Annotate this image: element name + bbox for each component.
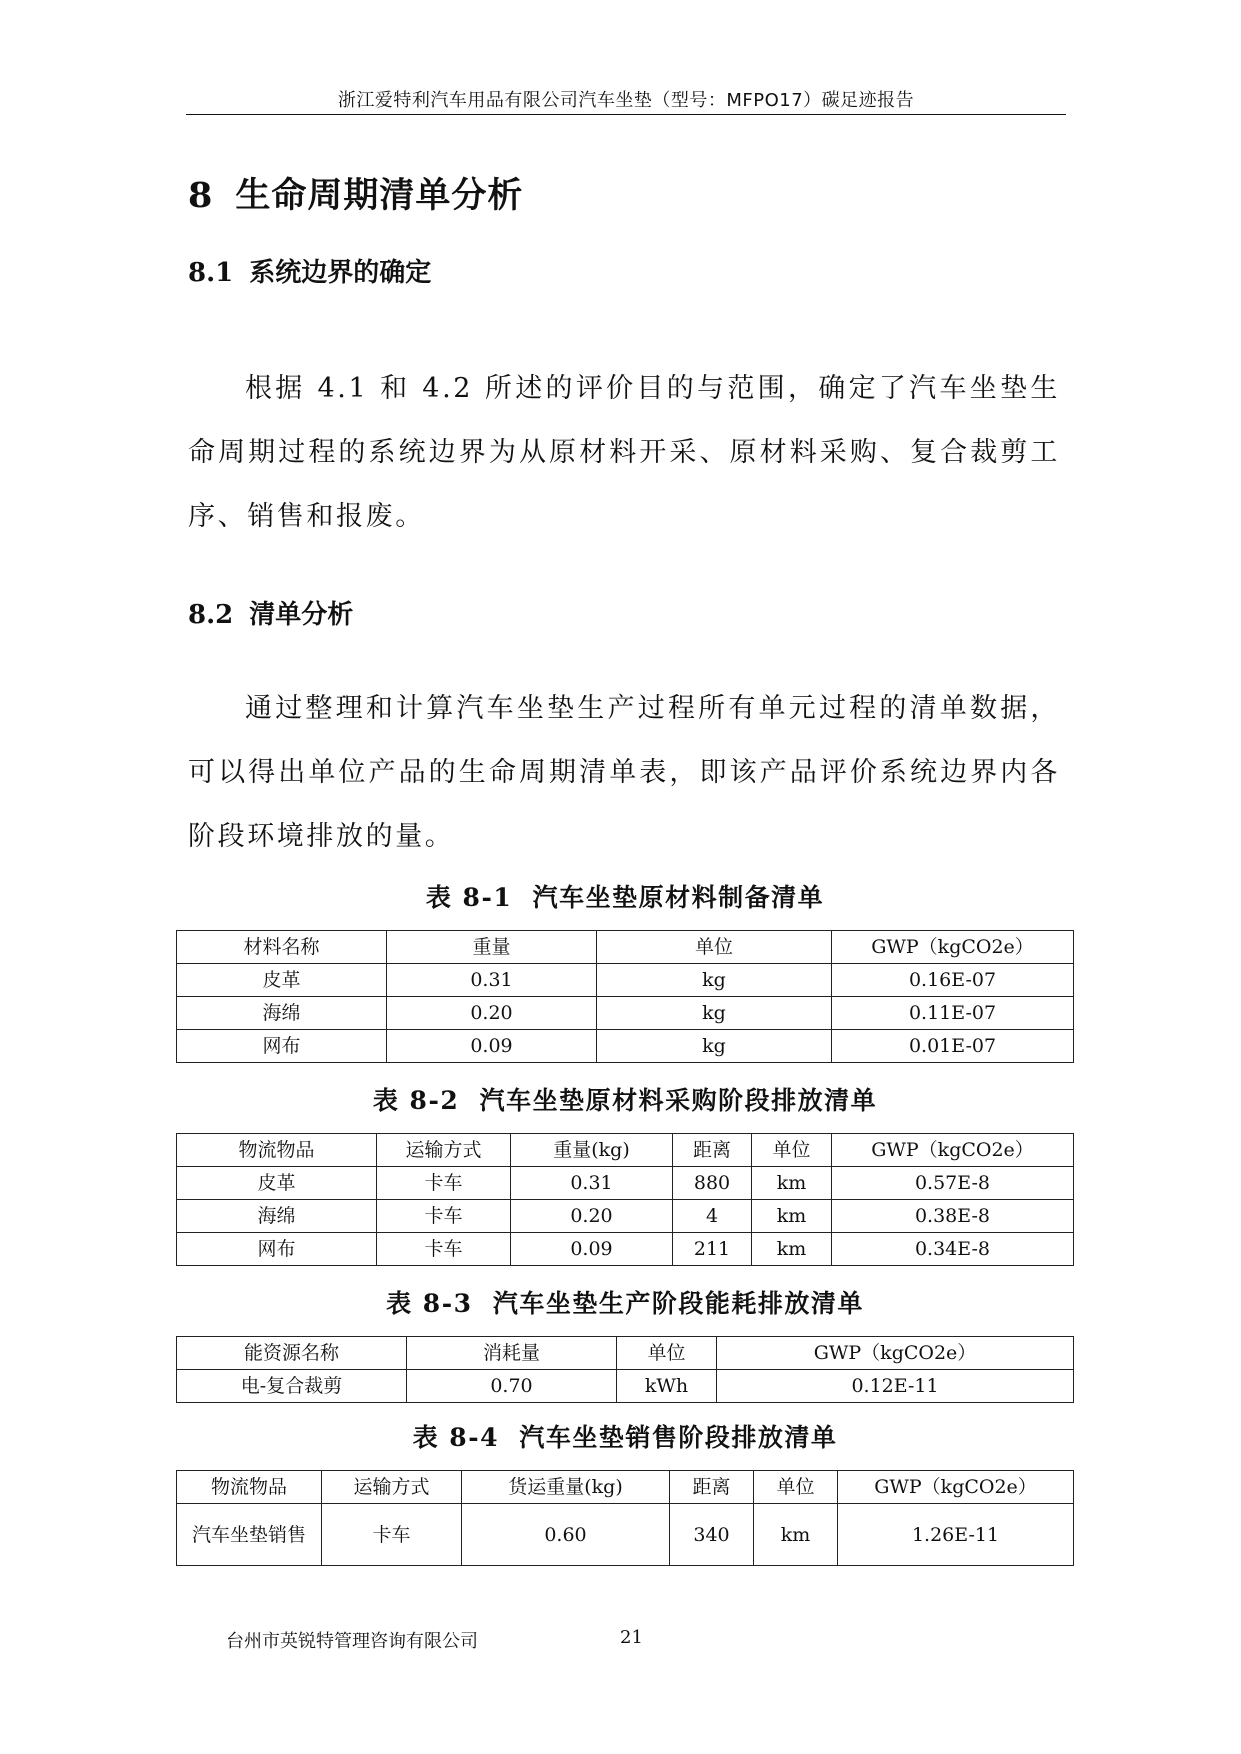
header-cell: 距离: [670, 1471, 754, 1504]
table-cell: 0.57E-8: [832, 1167, 1074, 1200]
header-cell: 单位: [617, 1337, 717, 1370]
table-8-2: [176, 1133, 1074, 1266]
subsection-8-2-title: 清单分析: [249, 600, 354, 630]
table-header-row: [177, 1134, 1074, 1167]
table-cell: 4: [673, 1200, 752, 1233]
header-cell: 运输方式: [322, 1471, 462, 1504]
table-cell: 卡车: [322, 1504, 462, 1566]
table-8-2-caption-text: 汽车坐垫原材料采购阶段排放清单: [479, 1086, 878, 1115]
table-cell: 0.16E-07: [832, 964, 1074, 997]
table-8-4-caption: [176, 1418, 1074, 1454]
table-cell: 0.34E-8: [832, 1233, 1074, 1266]
header-cell: GWP（kgCO2e）: [832, 1134, 1074, 1167]
table-8-1-caption-text: 汽车坐垫原材料制备清单: [532, 883, 825, 912]
table-cell: 0.31: [387, 964, 597, 997]
table-row: [177, 1200, 1074, 1233]
table-cell: km: [752, 1167, 832, 1200]
table-cell: 网布: [177, 1030, 387, 1063]
table-cell: 0.70: [407, 1370, 617, 1403]
subsection-8-1-title: 系统边界的确定: [249, 258, 432, 288]
table-cell: 0.20: [511, 1200, 673, 1233]
table-row: [177, 997, 1074, 1030]
table-cell: 0.11E-07: [832, 997, 1074, 1030]
table-cell: kg: [597, 997, 832, 1030]
header-cell: 物流物品: [177, 1471, 322, 1504]
table-cell: km: [752, 1233, 832, 1266]
table-cell: 0.09: [387, 1030, 597, 1063]
table-cell: 卡车: [377, 1233, 511, 1266]
header-cell: GWP（kgCO2e）: [717, 1337, 1074, 1370]
section-heading: [188, 168, 523, 218]
table-row: [177, 1504, 1074, 1566]
footer-company: 台州市英锐特管理咨询有限公司: [226, 1631, 478, 1652]
section-title: 生命周期清单分析: [235, 175, 524, 216]
table-8-4-caption-number: 表 8-4: [412, 1423, 499, 1452]
table-cell: 0.31: [511, 1167, 673, 1200]
table-cell: 卡车: [377, 1200, 511, 1233]
table-cell: 皮革: [177, 1167, 377, 1200]
table-cell: 0.12E-11: [717, 1370, 1074, 1403]
header-cell: 单位: [597, 931, 832, 964]
table-cell: 皮革: [177, 964, 387, 997]
header-cell: 货运重量(kg): [462, 1471, 670, 1504]
subsection-8-1-number: 8.1: [188, 258, 234, 288]
header-cell: GWP（kgCO2e）: [832, 931, 1074, 964]
table-cell: 340: [670, 1504, 754, 1566]
table-cell: kg: [597, 1030, 832, 1063]
table-8-1: [176, 930, 1074, 1063]
table-8-3-caption: [176, 1284, 1074, 1320]
header-cell: 重量: [387, 931, 597, 964]
table-header-row: [177, 931, 1074, 964]
header-cell: 能资源名称: [177, 1337, 407, 1370]
header-cell: GWP（kgCO2e）: [838, 1471, 1074, 1504]
table-8-3: [176, 1336, 1074, 1403]
table-8-3-caption-number: 表 8-3: [386, 1289, 473, 1318]
table-cell: km: [754, 1504, 838, 1566]
table-8-4: [176, 1470, 1074, 1566]
table-cell: 1.26E-11: [838, 1504, 1074, 1566]
table-header-row: [177, 1471, 1074, 1504]
table-cell: 汽车坐垫销售: [177, 1504, 322, 1566]
subsection-8-2-number: 8.2: [188, 600, 234, 630]
table-header-row: [177, 1337, 1074, 1370]
table-row: [177, 1370, 1074, 1403]
table-cell: 海绵: [177, 1200, 377, 1233]
section-number: 8: [188, 175, 214, 216]
table-cell: 0.09: [511, 1233, 673, 1266]
header-cell: 材料名称: [177, 931, 387, 964]
header-rule: [186, 114, 1066, 115]
table-cell: kg: [597, 964, 832, 997]
table-8-3-caption-text: 汽车坐垫生产阶段能耗排放清单: [492, 1289, 864, 1318]
table-row: [177, 964, 1074, 997]
paragraph-8-1: 根据 4.1 和 4.2 所述的评价目的与范围，确定了汽车坐垫生命周期过程的系统边界为从原材料开采、原材料采购、复合裁剪工序、销售和报废。: [188, 373, 1060, 532]
table-8-1-caption: [176, 878, 1074, 914]
page-number: 21: [620, 1627, 643, 1648]
header-cell: 消耗量: [407, 1337, 617, 1370]
table-cell: 211: [673, 1233, 752, 1266]
subsection-8-2-heading: [188, 594, 353, 631]
table-cell: 海绵: [177, 997, 387, 1030]
table-8-4-caption-text: 汽车坐垫销售阶段排放清单: [519, 1423, 838, 1452]
table-8-1-caption-number: 表 8-1: [425, 883, 513, 912]
table-cell: kWh: [617, 1370, 717, 1403]
table-row: [177, 1030, 1074, 1063]
header-cell: 距离: [673, 1134, 752, 1167]
running-header: 浙江爱特利汽车用品有限公司汽车坐垫（型号：MFPO17）碳足迹报告: [337, 90, 915, 111]
paragraph-8-2: 通过整理和计算汽车坐垫生产过程所有单元过程的清单数据，可以得出单位产品的生命周期清单表，即该产品评价系统边界内各阶段环境排放的量。: [188, 693, 1060, 852]
table-cell: 网布: [177, 1233, 377, 1266]
table-cell: 卡车: [377, 1167, 511, 1200]
table-cell: km: [752, 1200, 832, 1233]
header-cell: 重量(kg): [511, 1134, 673, 1167]
table-row: [177, 1167, 1074, 1200]
table-cell: 0.20: [387, 997, 597, 1030]
header-cell: 单位: [754, 1471, 838, 1504]
header-cell: 运输方式: [377, 1134, 511, 1167]
table-cell: 0.60: [462, 1504, 670, 1566]
table-cell: 0.01E-07: [832, 1030, 1074, 1063]
table-row: [177, 1233, 1074, 1266]
subsection-8-1-heading: [188, 252, 431, 289]
table-8-2-caption-number: 表 8-2: [372, 1086, 460, 1115]
table-8-2-caption: [176, 1081, 1074, 1117]
table-cell: 电-复合裁剪: [177, 1370, 407, 1403]
header-cell: 单位: [752, 1134, 832, 1167]
header-cell: 物流物品: [177, 1134, 377, 1167]
table-cell: 0.38E-8: [832, 1200, 1074, 1233]
table-cell: 880: [673, 1167, 752, 1200]
